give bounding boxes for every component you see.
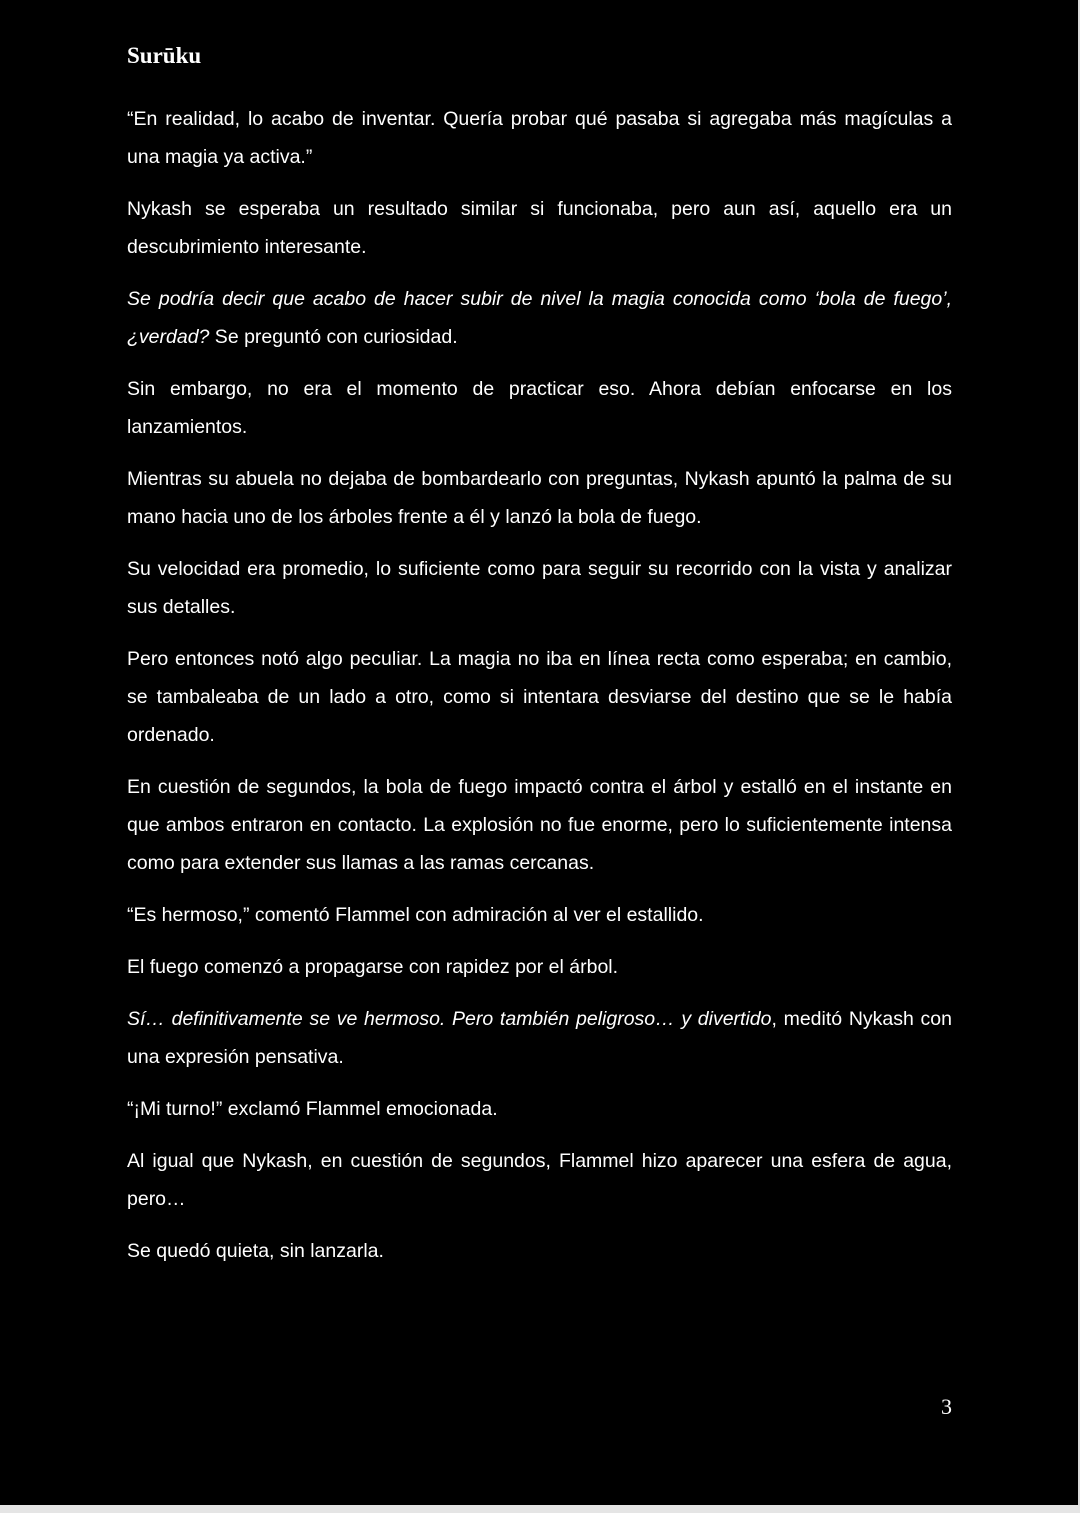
text-segment: Mientras su abuela no dejaba de bombardearlo con preguntas, Nykash apuntó la palma de su mano hacia uno de los árboles frente a él y lanzó la bola de fuego.	[127, 468, 952, 528]
paragraph	[127, 280, 952, 356]
text-segment: Se quedó quieta, sin lanzarla.	[127, 1240, 384, 1262]
text-segment: “Es hermoso,” comentó Flammel con admiración al ver el estallido.	[127, 904, 704, 926]
running-header-title: Surūku	[127, 43, 202, 68]
paragraph	[127, 100, 952, 176]
text-segment: Pero entonces notó algo peculiar. La magia no iba en línea recta como esperaba; en cambio, se tambaleaba de un lado a otro, como si intentara desviarse del destino que se le había ordenado.	[127, 648, 952, 746]
paragraph	[127, 896, 952, 934]
paragraph	[127, 1142, 952, 1218]
paragraph	[127, 460, 952, 536]
text-segment: Sin embargo, no era el momento de practicar eso. Ahora debían enfocarse en los lanzamientos.	[127, 378, 952, 438]
text-segment: Su velocidad era promedio, lo suficiente como para seguir su recorrido con la vista y analizar sus detalles.	[127, 558, 952, 618]
paragraph	[127, 190, 952, 266]
page-number: 3	[941, 1394, 952, 1419]
paragraph	[127, 1000, 952, 1076]
text-segment: En cuestión de segundos, la bola de fuego impactó contra el árbol y estalló en el instante en que ambos entraron en contacto. La explosión no fue enorme, pero lo suficientemente intensa como para extender sus llamas a las ramas cercanas.	[127, 776, 952, 874]
text-segment: , meditó Nykash con una expresión pensativa.	[127, 1008, 952, 1068]
body-text	[127, 100, 952, 1284]
text-segment: Al igual que Nykash, en cuestión de segundos, Flammel hizo aparecer una esfera de agua, pero…	[127, 1150, 952, 1210]
paragraph	[127, 370, 952, 446]
paragraph	[127, 1232, 952, 1270]
text-segment: Nykash se esperaba un resultado similar si funcionaba, pero aun así, aquello era un descubrimiento interesante.	[127, 198, 952, 258]
text-segment: El fuego comenzó a propagarse con rapidez por el árbol.	[127, 956, 619, 978]
italic-thought: Sí… definitivamente se ve hermoso. Pero también peligroso… y divertido	[127, 1008, 772, 1030]
text-segment: “¡Mi turno!” exclamó Flammel emocionada.	[127, 1098, 498, 1120]
text-segment: Se preguntó con curiosidad.	[209, 326, 458, 348]
paragraph	[127, 1090, 952, 1128]
paragraph	[127, 550, 952, 626]
paragraph	[127, 640, 952, 754]
text-segment: “En realidad, lo acabo de inventar. Quería probar qué pasaba si agregaba más magículas a una magia ya activa.”	[127, 108, 952, 168]
paragraph	[127, 948, 952, 986]
paragraph	[127, 768, 952, 882]
italic-thought: Se podría decir que acabo de hacer subir de nivel la magia conocida como ‘bola de fuego’, ¿verdad?	[127, 288, 952, 348]
page-bottom-edge	[0, 1505, 1080, 1513]
